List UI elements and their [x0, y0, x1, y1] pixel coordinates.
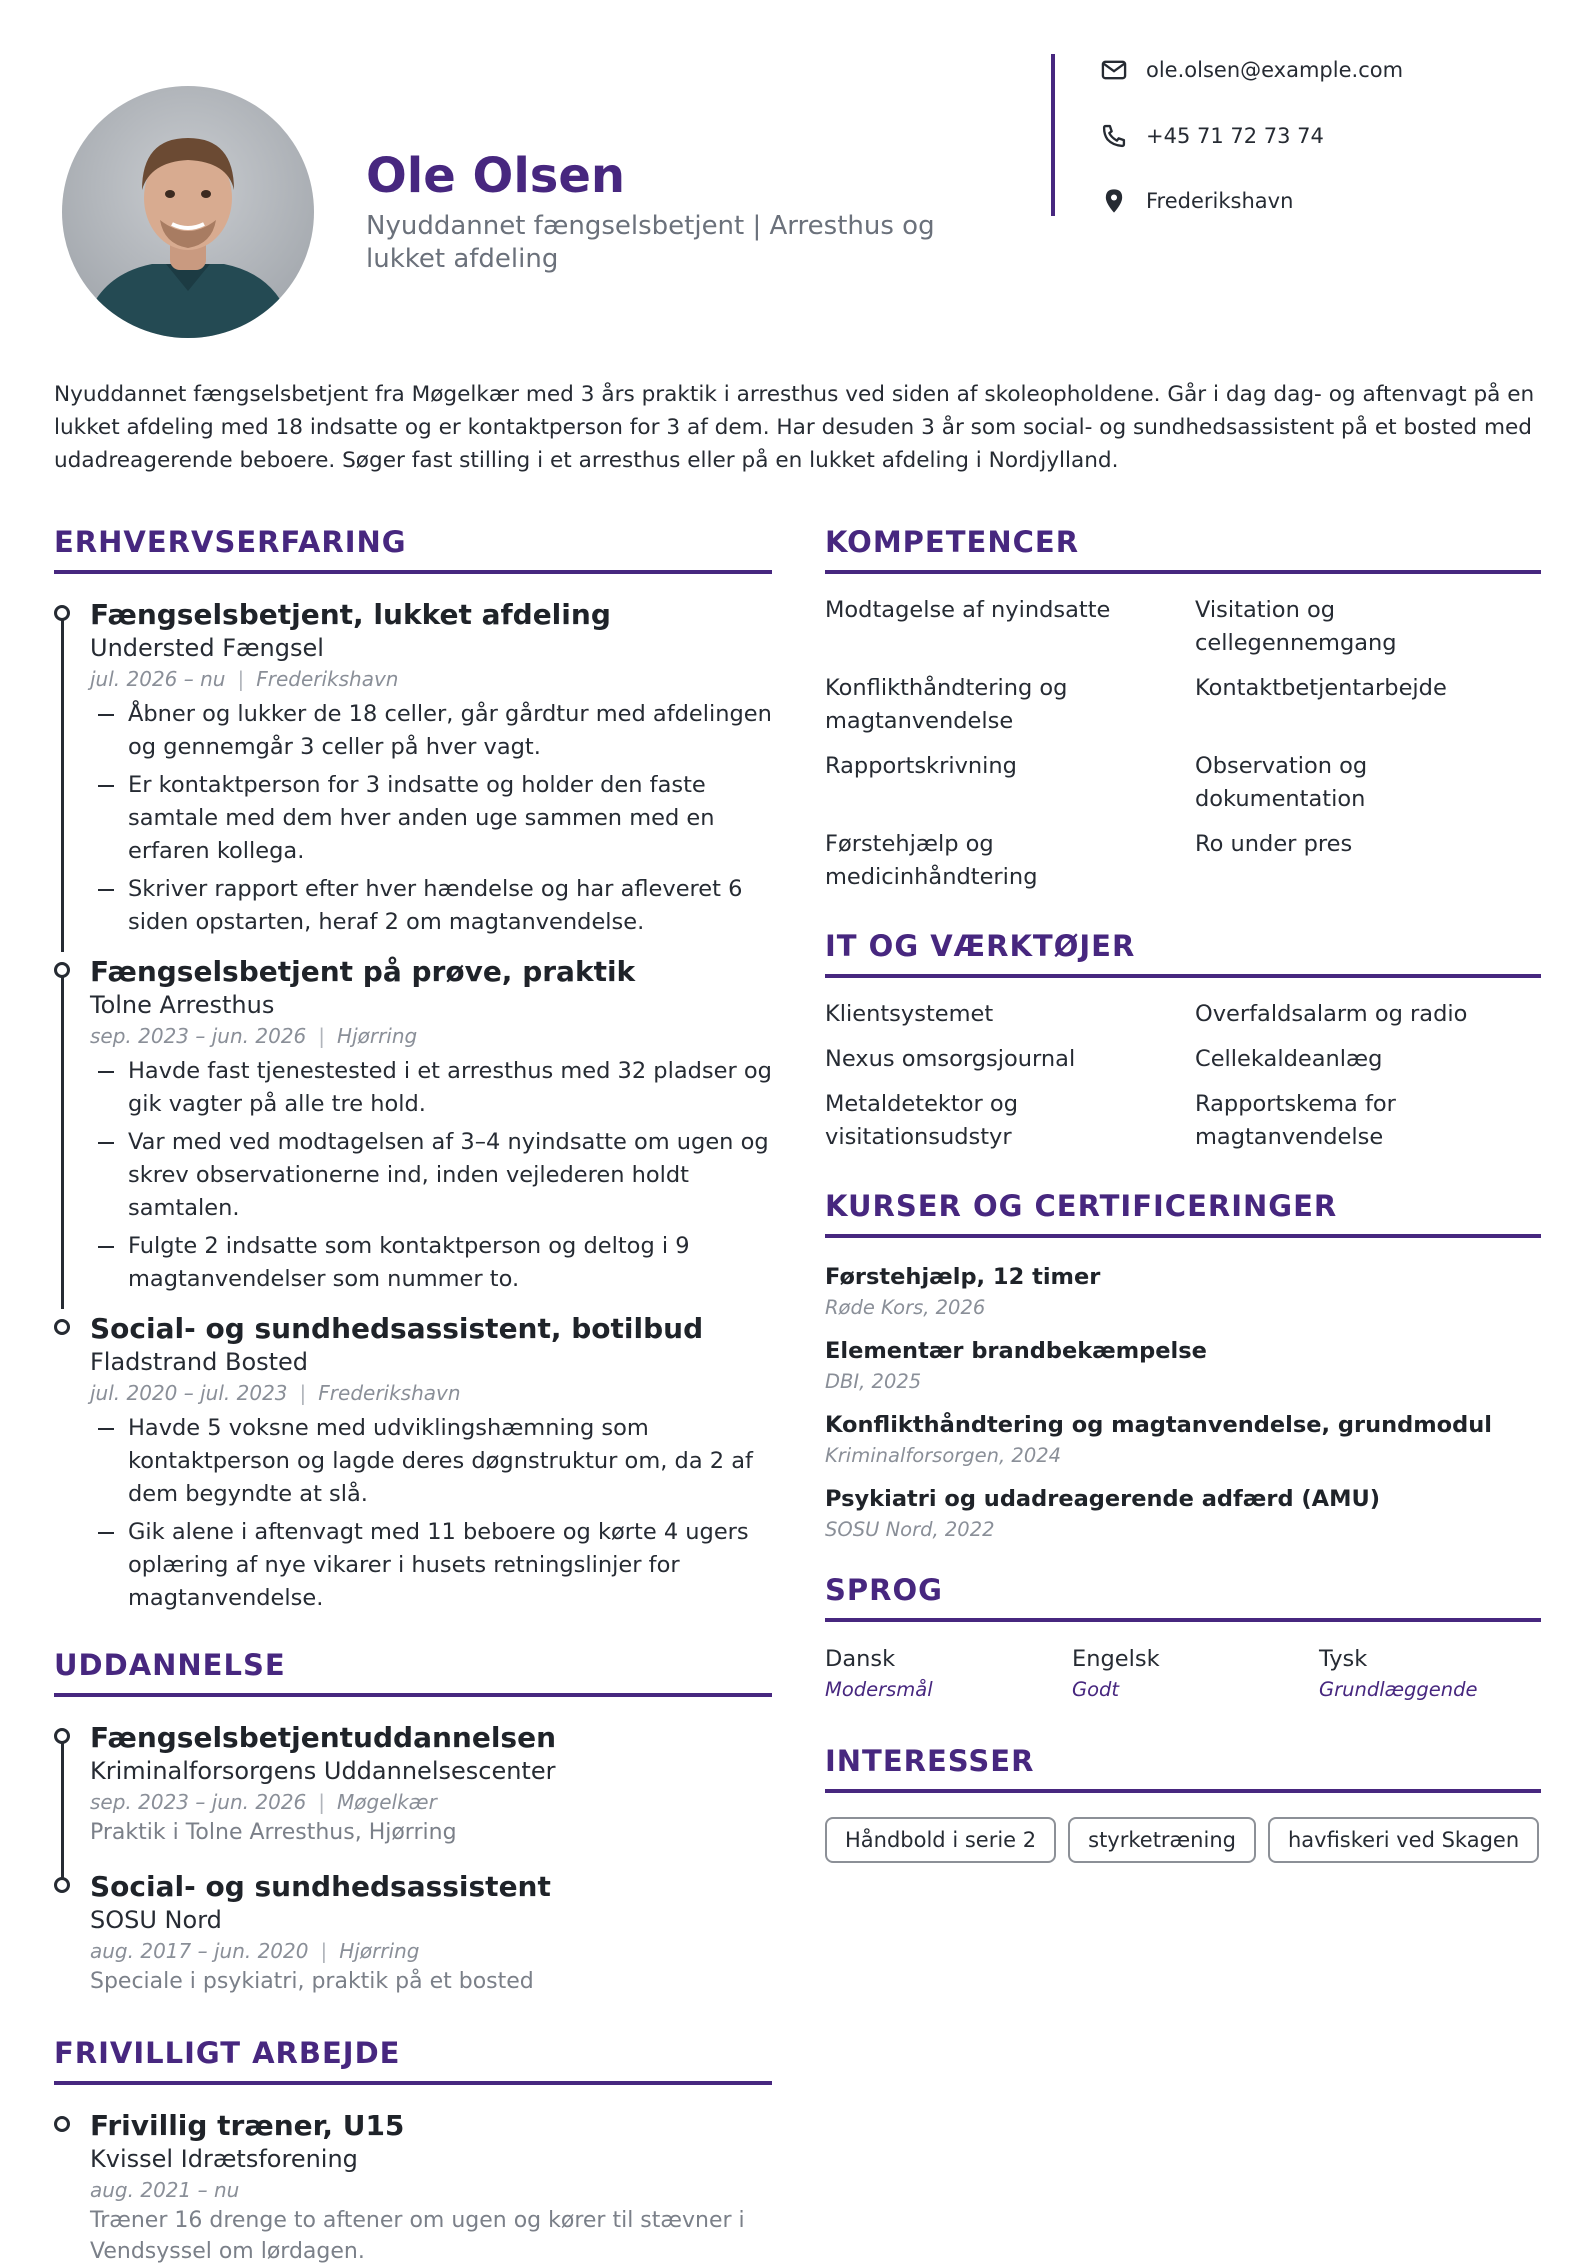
right-column [825, 522, 1541, 1863]
course-title: Psykiatri og udadreagerende adfærd (AMU) [825, 1486, 1381, 1512]
experience-entry [54, 955, 772, 1296]
language-item [825, 1644, 1072, 1705]
meta-separator: | [318, 1790, 326, 1814]
job-bullets [90, 698, 772, 939]
interest-tag: Håndbold i serie 2 [825, 1817, 1056, 1863]
language-item [1319, 1644, 1541, 1705]
interest-tag: havfiskeri ved Skagen [1268, 1817, 1539, 1863]
education-timeline [54, 1721, 772, 1997]
section-rule [825, 1234, 1541, 1238]
volunteer-period: aug. 2021 – nu [90, 2178, 240, 2202]
volunteer-timeline [54, 2109, 772, 2267]
job-employer: Understed Fængsel [90, 634, 324, 662]
left-column [54, 522, 772, 2267]
job-bullet: Åbner og lukker de 18 celler, går gårdtur med afdelingen og gennemgår 3 celler på hver vagt. [90, 698, 772, 764]
experience-timeline [54, 598, 772, 1615]
job-title: Fængselsbetjent på prøve, praktik [90, 955, 636, 988]
education-title: Fængselsbetjentuddannelsen [90, 1721, 557, 1754]
language-level: Modersmål [825, 1678, 933, 1701]
section-title-skills: KOMPETENCER [825, 525, 1080, 559]
job-title: Fængselsbetjent, lukket afdeling [90, 598, 611, 631]
course-meta: SOSU Nord, 2022 [825, 1518, 995, 1541]
section-rule [54, 2081, 772, 2085]
interests-section [825, 1741, 1541, 1863]
interest-tags [825, 1817, 1541, 1863]
meta-separator: | [237, 667, 245, 691]
candidate-name: Ole Olsen [366, 148, 626, 204]
meta-separator: | [318, 1024, 326, 1048]
job-meta [90, 1378, 772, 1408]
course-meta: Røde Kors, 2026 [825, 1296, 986, 1319]
contact-email[interactable] [1100, 50, 1403, 90]
language-level: Grundlæggende [1319, 1678, 1478, 1701]
section-title-tools: IT OG VÆRKTØJER [825, 929, 1136, 963]
mail-icon [1100, 56, 1128, 84]
education-entry [54, 1721, 772, 1848]
timeline-line [61, 973, 64, 1309]
job-meta [90, 1021, 772, 1051]
job-bullet: Fulgte 2 indsatte som kontaktperson og deltog i 9 magtanvendelser som nummer to. [90, 1230, 772, 1296]
education-period: aug. 2017 – jun. 2020 [90, 1939, 309, 1963]
skill-item: Modtagelse af nyindsatte [825, 597, 1111, 623]
job-bullet: Var med ved modtagelsen af 3–4 nyindsatte om ugen og skrev observationerne ind, inden vejlederen holdt samtalen. [90, 1126, 772, 1225]
meta-separator: | [299, 1381, 307, 1405]
profile-summary: Nyuddannet fængselsbetjent fra Møgelkær med 3 års praktik i arresthus ved siden af skoleopholdene. Går i dag dag- og aftenvagt på en lukket afdeling med 18 indsatte og er kontaktperson for 3 af dem. Har desuden 3 år som social- og sundhedsassistent på et bosted med udadreagerende beboere. Søger fast stilling i et arresthus eller på en lukket afdeling i Nordjylland. [54, 382, 1535, 473]
section-rule [825, 1789, 1541, 1793]
skills-section [825, 522, 1541, 906]
timeline-dot [54, 1728, 70, 1744]
volunteer-section [54, 2033, 772, 2267]
course-meta: DBI, 2025 [825, 1370, 922, 1393]
language-name: Engelsk [1072, 1646, 1160, 1672]
section-rule [54, 570, 772, 574]
section-rule [825, 570, 1541, 574]
section-title-interests: INTERESSER [825, 1744, 1035, 1778]
experience-section [54, 522, 772, 1615]
course-item [825, 1262, 1541, 1322]
job-period: jul. 2026 – nu [90, 667, 226, 691]
meta-separator: | [320, 1939, 328, 1963]
education-note: Praktik i Tolne Arresthus, Hjørring [90, 1820, 457, 1845]
volunteer-org: Kvissel Idrætsforening [90, 2145, 358, 2173]
experience-entry [54, 1312, 772, 1615]
languages-section [825, 1570, 1541, 1705]
tool-item: Cellekaldeanlæg [1195, 1046, 1383, 1072]
timeline-dot [54, 1319, 70, 1335]
tool-item: Klientsystemet [825, 1001, 994, 1027]
skill-item: Visitation og cellegennemgang [1195, 597, 1397, 656]
job-period: sep. 2023 – jun. 2026 [90, 1024, 307, 1048]
phone-icon [1100, 122, 1128, 150]
timeline-dot [54, 605, 70, 621]
languages-grid [825, 1644, 1541, 1705]
language-item [1072, 1644, 1319, 1705]
section-title-courses: KURSER OG CERTIFICERINGER [825, 1189, 1338, 1223]
job-bullets [90, 1055, 772, 1296]
section-title-experience: ERHVERVSERFARING [54, 525, 407, 559]
section-title-volunteer: FRIVILLIGT ARBEJDE [54, 2036, 401, 2070]
job-location: Hjørring [337, 1024, 418, 1048]
location-pin-icon [1100, 187, 1128, 215]
education-section [54, 1645, 772, 1997]
course-meta: Kriminalforsorgen, 2024 [825, 1444, 1062, 1467]
section-title-languages: SPROG [825, 1573, 943, 1607]
section-rule [825, 1618, 1541, 1622]
education-entry [54, 1870, 772, 1997]
education-school: SOSU Nord [90, 1906, 222, 1934]
contact-phone-text: +45 71 72 73 74 [1146, 124, 1324, 148]
contact-location-text: Frederikshavn [1146, 189, 1294, 213]
skill-item: Observation og dokumentation [1195, 753, 1368, 812]
job-employer: Tolne Arresthus [90, 991, 275, 1019]
job-bullet: Skriver rapport efter hver hændelse og har afleveret 6 siden opstarten, heraf 2 om magtanvendelse. [90, 873, 772, 939]
volunteer-title: Frivillig træner, U15 [90, 2109, 405, 2142]
skill-item: Konflikthåndtering og magtanvendelse [825, 675, 1068, 734]
course-title: Elementær brandbekæmpelse [825, 1338, 1207, 1364]
candidate-headline: Nyuddannet fængselsbetjent | Arresthus og lukket afdeling [366, 211, 935, 274]
volunteer-note: Træner 16 drenge to aftener om ugen og kører til stævner i Vendsyssel om lørdagen. [90, 2208, 745, 2264]
job-bullet: Gik alene i aftenvagt med 11 beboere og kørte 4 ugers oplæring af nye vikarer i husets retningslinjer for magtanvendelse. [90, 1516, 772, 1615]
tool-item: Metaldetektor og visitationsudstyr [825, 1091, 1018, 1150]
profile-photo [62, 86, 314, 338]
education-school: Kriminalforsorgens Uddannelsescenter [90, 1757, 556, 1785]
education-location: Hjørring [339, 1939, 420, 1963]
education-title: Social- og sundhedsassistent [90, 1870, 551, 1903]
course-item [825, 1410, 1541, 1470]
job-bullets [90, 1412, 772, 1615]
job-bullet: Havde fast tjenestested i et arresthus med 32 pladser og gik vagter på alle tre hold. [90, 1055, 772, 1121]
course-title: Førstehjælp, 12 timer [825, 1264, 1101, 1290]
skill-item: Kontaktbetjentarbejde [1195, 675, 1447, 701]
education-location: Møgelkær [337, 1790, 437, 1814]
language-name: Tysk [1319, 1646, 1368, 1672]
skill-item: Ro under pres [1195, 831, 1353, 857]
section-rule [54, 1693, 772, 1697]
contact-divider [1051, 54, 1055, 216]
job-employer: Fladstrand Bosted [90, 1348, 309, 1376]
section-title-education: UDDANNELSE [54, 1648, 286, 1682]
job-bullet: Er kontaktperson for 3 indsatte og holder den faste samtale med dem hver anden uge sammen med en erfaren kollega. [90, 769, 772, 868]
timeline-line [61, 616, 64, 952]
skill-item: Førstehjælp og medicinhåndtering [825, 831, 1038, 890]
job-location: Frederikshavn [256, 667, 399, 691]
skills-grid [825, 594, 1541, 906]
courses-section [825, 1186, 1541, 1544]
interest-tag: styrketræning [1068, 1817, 1256, 1863]
course-title: Konflikthåndtering og magtanvendelse, grundmodul [825, 1412, 1492, 1438]
experience-entry [54, 598, 772, 939]
job-title: Social- og sundhedsassistent, botilbud [90, 1312, 704, 1345]
tool-item: Rapportskema for magtanvendelse [1195, 1091, 1396, 1150]
course-list [825, 1262, 1541, 1544]
contact-phone[interactable] [1100, 116, 1324, 156]
course-item [825, 1336, 1541, 1396]
timeline-dot [54, 1877, 70, 1893]
education-period: sep. 2023 – jun. 2026 [90, 1790, 307, 1814]
tool-item: Nexus omsorgsjournal [825, 1046, 1076, 1072]
education-meta [90, 1936, 772, 1966]
skill-item: Rapportskrivning [825, 753, 1017, 779]
job-bullet: Havde 5 voksne med udviklingshæmning som kontaktperson og lagde deres døgnstruktur om, da 2 af dem begyndte at slå. [90, 1412, 772, 1511]
section-rule [825, 974, 1541, 978]
course-item [825, 1484, 1541, 1544]
timeline-line [61, 1739, 64, 1891]
contact-email-text: ole.olsen@example.com [1146, 58, 1404, 82]
timeline-dot [54, 962, 70, 978]
job-period: jul. 2020 – jul. 2023 [90, 1381, 288, 1405]
job-location: Frederikshavn [318, 1381, 461, 1405]
tools-grid [825, 998, 1541, 1166]
language-level: Godt [1072, 1678, 1120, 1701]
education-meta [90, 1787, 772, 1817]
education-note: Speciale i psykiatri, praktik på et bosted [90, 1969, 534, 1994]
tool-item: Overfaldsalarm og radio [1195, 1001, 1468, 1027]
timeline-dot [54, 2116, 70, 2132]
language-name: Dansk [825, 1646, 896, 1672]
contact-location [1100, 181, 1293, 221]
volunteer-entry [54, 2109, 772, 2267]
tools-section [825, 926, 1541, 1166]
job-meta [90, 664, 772, 694]
